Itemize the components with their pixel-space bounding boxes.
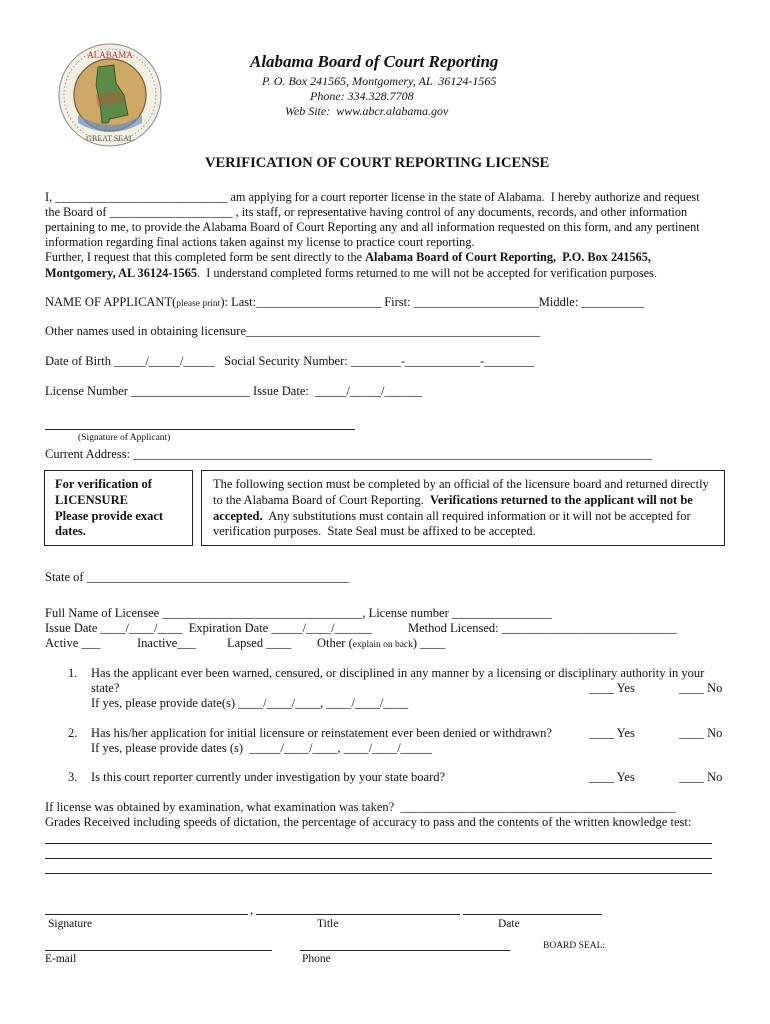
question-3-no[interactable]: ____ No — [679, 770, 723, 784]
intro-line-6-plain: . I understand completed forms returned to me will not be accepted for verification purposes. — [197, 266, 657, 280]
org-phone: Phone: 334.328.7708 — [310, 89, 414, 103]
intro-line-3: pertaining to me, to provide the Alabama Board of Court Reporting any and all information requested on this form, and any pertinent — [45, 220, 700, 234]
right-box-line-2 — [213, 493, 693, 508]
question-3-number: 3. — [68, 770, 78, 784]
right-box-line-3-plain: Any substitutions must contain all required information or it will not be accepted for — [262, 509, 691, 523]
question-1-yes[interactable]: ____ Yes — [589, 681, 635, 695]
exam-taken-field[interactable]: If license was obtained by examination, what examination was taken? ____________________________________________ — [45, 800, 676, 814]
question-2-line-1: Has his/her application for initial licensure or reinstatement ever been denied or withdrawn? — [91, 726, 552, 740]
organization-name: Alabama Board of Court Reporting — [250, 52, 499, 71]
status-other-field[interactable] — [317, 636, 445, 651]
status-inactive-field[interactable]: Inactive___ — [137, 636, 197, 650]
intro-line-1: I, ____________________________ am applying for a court reporter license in the state of Alabama. I hereby authorize and request — [45, 190, 700, 204]
current-address-field[interactable]: Current Address: ___________________________________________________________________________________ — [45, 447, 652, 461]
question-2-dates-field[interactable]: If yes, please provide dates (s) _____/____/____, ____/____/_____ — [91, 741, 432, 755]
left-box-line-4: dates. — [55, 524, 86, 538]
form-title: VERIFICATION OF COURT REPORTING LICENSE — [205, 155, 550, 171]
alabama-great-seal-logo — [58, 43, 162, 147]
question-3-yes[interactable]: ____ Yes — [589, 770, 635, 784]
intro-line-2: the Board of ____________________ , its staff, or representative having control of any documents, records, and other information — [45, 205, 688, 219]
instructions-box — [201, 470, 725, 546]
right-box-line-4: verification purposes. State Seal must be affixed to be accepted. — [213, 524, 536, 538]
date-label: Date — [498, 918, 520, 930]
intro-line-4: information regarding final actions taken against my license to practice court reporting. — [45, 235, 475, 249]
email-label: E-mail — [45, 953, 77, 965]
org-website: Web Site: www.abcr.alabama.gov — [285, 104, 449, 118]
grades-answer-line-1[interactable] — [45, 843, 712, 844]
method-licensed-field[interactable]: Method Licensed: ____________________________ — [408, 621, 677, 635]
signature-separator: , — [250, 903, 254, 917]
grades-received-label: Grades Received including speeds of dictation, the percentage of accuracy to pass and the contents of the written knowledge test: — [45, 815, 692, 829]
question-1-line-1: Has the applicant ever been warned, censured, or disciplined in any manner by a licensing or disciplinary authority in your — [91, 666, 705, 680]
applicant-signature-line[interactable] — [45, 429, 355, 430]
explain-on-back-note: explain on back — [352, 640, 413, 650]
intro-line-5-plain: Further, I request that this completed form be sent directly to the — [45, 250, 366, 264]
status-other-end: ) ____ — [412, 636, 446, 650]
issue-expiration-field[interactable]: Issue Date ____/____/____ Expiration Date _____/____/______ — [45, 621, 373, 635]
intro-line-5 — [45, 250, 651, 265]
svg-text:GREAT SEAL — [86, 134, 134, 143]
applicant-name-rest: ): Last:____________________ First: ____________________Middle: __________ — [220, 295, 644, 309]
seal-bottom-text: GREAT SEAL — [86, 134, 134, 143]
signature-label: Signature — [48, 918, 93, 930]
applicant-name-field[interactable] — [45, 295, 644, 310]
question-1-dates-field[interactable]: If yes, please provide date(s) ____/____/____, ____/____/____ — [91, 696, 409, 710]
intro-line-5-bold: Alabama Board of Court Reporting, P.O. Box 241565, — [365, 250, 651, 264]
question-1-number: 1. — [68, 666, 78, 680]
question-3-line-1: Is this court reporter currently under investigation by your state board? — [91, 770, 446, 784]
phone-label: Phone — [302, 953, 331, 965]
right-box-line-2-plain: to the Alabama Board of Court Reporting. — [213, 493, 430, 507]
state-of-field[interactable]: State of __________________________________________ — [45, 570, 350, 584]
license-number-field[interactable]: License Number ___________________ Issue Date: _____/_____/______ — [45, 384, 423, 398]
right-box-line-1: The following section must be completed by an official of the licensure board and returned directly — [213, 477, 709, 491]
email-line[interactable] — [45, 950, 272, 951]
phone-line[interactable] — [300, 950, 510, 951]
please-print-note: please print — [176, 299, 221, 309]
title-label: Title — [317, 918, 339, 930]
applicant-name-label: NAME OF APPLICANT( — [45, 295, 177, 309]
status-other-label: Other ( — [317, 636, 353, 650]
licensee-full-name-field[interactable]: Full Name of Licensee ________________________________, License number ________________ — [45, 606, 552, 620]
question-1-line-2: state? — [91, 681, 120, 695]
left-box-line-1: For verification of — [55, 477, 152, 491]
intro-line-6-bold: Montgomery, AL 36124-1565 — [45, 266, 197, 280]
left-box-line-3: Please provide exact — [55, 509, 164, 523]
question-2-no[interactable]: ____ No — [679, 726, 723, 740]
signature-caption: (Signature of Applicant) — [78, 433, 171, 443]
dob-ssn-field[interactable]: Date of Birth _____/_____/_____ Social Security Number: ________-____________-________ — [45, 354, 535, 368]
right-box-line-3 — [213, 509, 691, 524]
svg-text:ALABAMA — [87, 50, 133, 60]
intro-line-6 — [45, 266, 657, 281]
question-2-yes[interactable]: ____ Yes — [589, 726, 635, 740]
grades-answer-line-2[interactable] — [45, 858, 712, 859]
right-box-line-2-bold: Verifications returned to the applicant will not be — [429, 493, 693, 507]
official-date-line[interactable] — [463, 914, 602, 915]
question-2-number: 2. — [68, 726, 78, 740]
other-names-field[interactable]: Other names used in obtaining licensure_______________________________________________ — [45, 324, 540, 338]
status-lapsed-field[interactable]: Lapsed ____ — [227, 636, 292, 650]
verification-note-box — [44, 470, 193, 546]
board-seal-label: BOARD SEAL: — [543, 941, 606, 951]
right-box-line-3-bold: accepted. — [213, 509, 263, 523]
grades-answer-line-3[interactable] — [45, 873, 712, 874]
status-active-field[interactable]: Active ___ — [45, 636, 101, 650]
seal-top-text: ALABAMA — [87, 50, 133, 60]
question-1-no[interactable]: ____ No — [679, 681, 723, 695]
left-box-line-2: LICENSURE — [55, 493, 128, 507]
org-address: P. O. Box 241565, Montgomery, AL 36124-1565 — [262, 74, 497, 88]
official-title-line[interactable] — [256, 914, 460, 915]
official-signature-line[interactable] — [45, 914, 248, 915]
